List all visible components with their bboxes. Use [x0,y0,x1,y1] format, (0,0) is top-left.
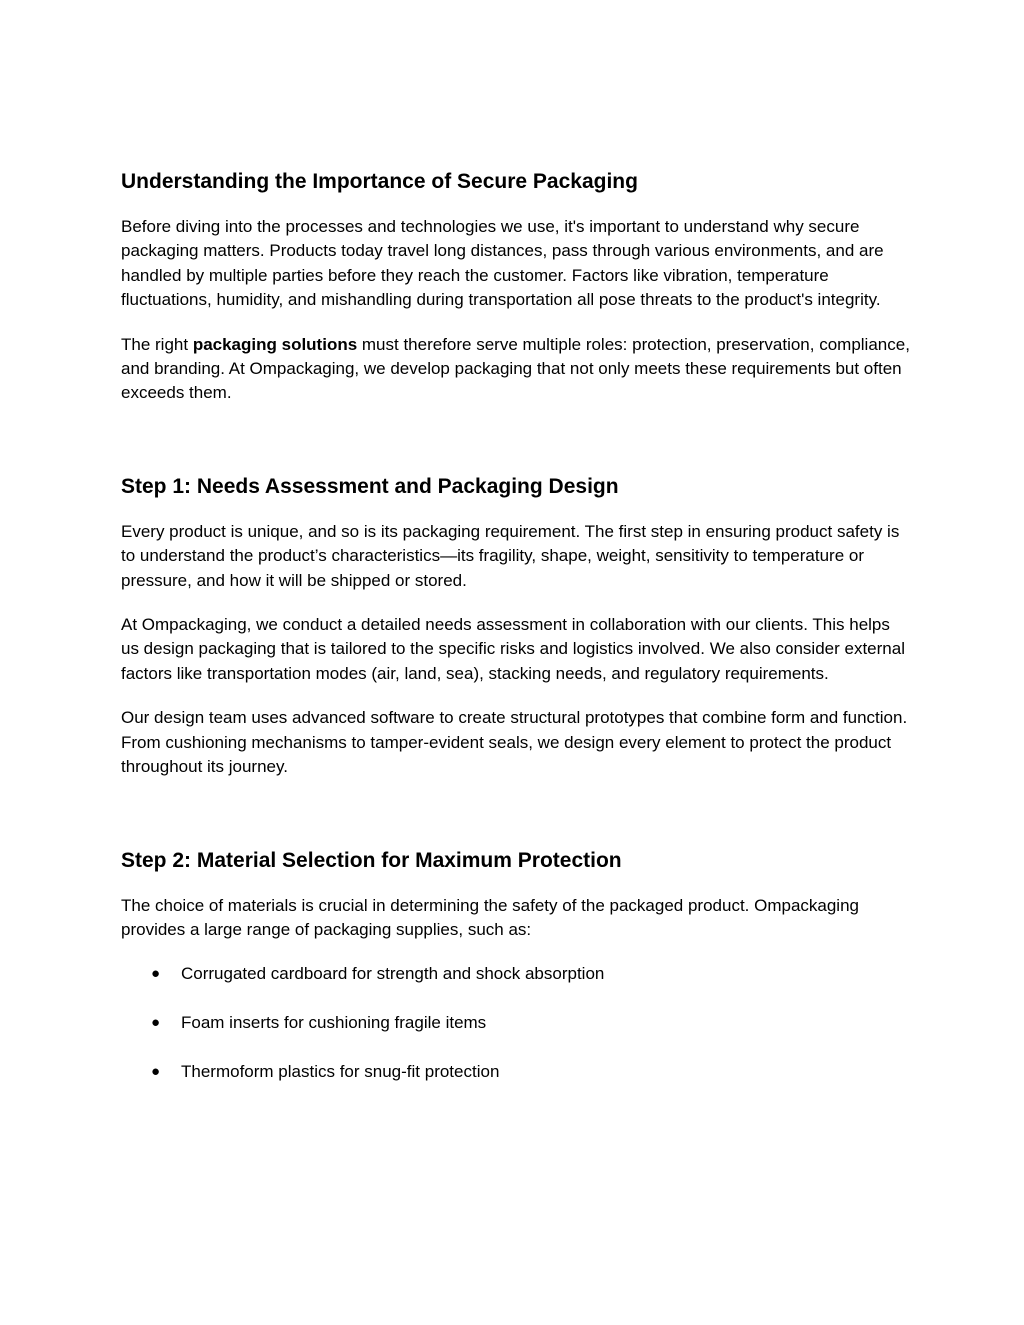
bullet-icon: ● [151,1062,161,1080]
materials-bullet-list [121,962,911,1084]
paragraph-text: The right [121,334,193,354]
paragraph: The choice of materials is crucial in determining the safety of the packaged product. Ompackaging provides a large range of packaging supplies, such as: [121,895,859,939]
list-item-text: Thermoform plastics for snug-fit protection [181,1061,500,1081]
paragraph-text: must therefore serve multiple roles: protection, preservation, compliance, and branding. At Ompackaging, we develop packaging that not only meets these requirements but often exceeds them. [121,334,910,403]
paragraph [121,333,911,406]
paragraph: Our design team uses advanced software to create structural prototypes that combine form and function. From cushioning mechanisms to tamper-evident seals, we design every element to protect the product throughout its journey. [121,708,908,777]
paragraph: Before diving into the processes and technologies we use, it's important to understand why secure packaging matters. Products today travel long distances, pass through various environments, and are handled by multiple parties before they reach the customer. Factors like vibration, temperature fluctuations, humidity, and mishandling during transportation all pose threats to the product's integrity. [121,217,884,310]
section-heading-secure-packaging: Understanding the Importance of Secure Packaging [121,170,638,193]
bullet-icon: ● [151,965,161,983]
list-item [121,1060,911,1084]
list-item [121,1011,911,1035]
paragraph: Every product is unique, and so is its packaging requirement. The first step in ensuring product safety is to understand the product’s characteristics—its fragility, shape, weight, sensitivity to temperature or pressure, and how it will be shipped or stored. [121,521,900,590]
bold-phrase: packaging solutions [192,334,358,354]
section-heading-step-2: Step 2: Material Selection for Maximum Protection [121,848,622,872]
list-item-text: Corrugated cardboard for strength and shock absorption [181,964,605,984]
section-heading-step-1: Step 1: Needs Assessment and Packaging Design [121,474,619,498]
list-item-text: Foam inserts for cushioning fragile items [181,1012,487,1032]
document-page [121,168,911,1108]
list-item [121,962,911,986]
bullet-icon: ● [151,1013,161,1031]
paragraph: At Ompackaging, we conduct a detailed needs assessment in collaboration with our clients. This helps us design packaging that is tailored to the specific risks and logistics involved. We also consider external factors like transportation modes (air, land, sea), stacking needs, and regulatory requirements. [121,615,905,683]
